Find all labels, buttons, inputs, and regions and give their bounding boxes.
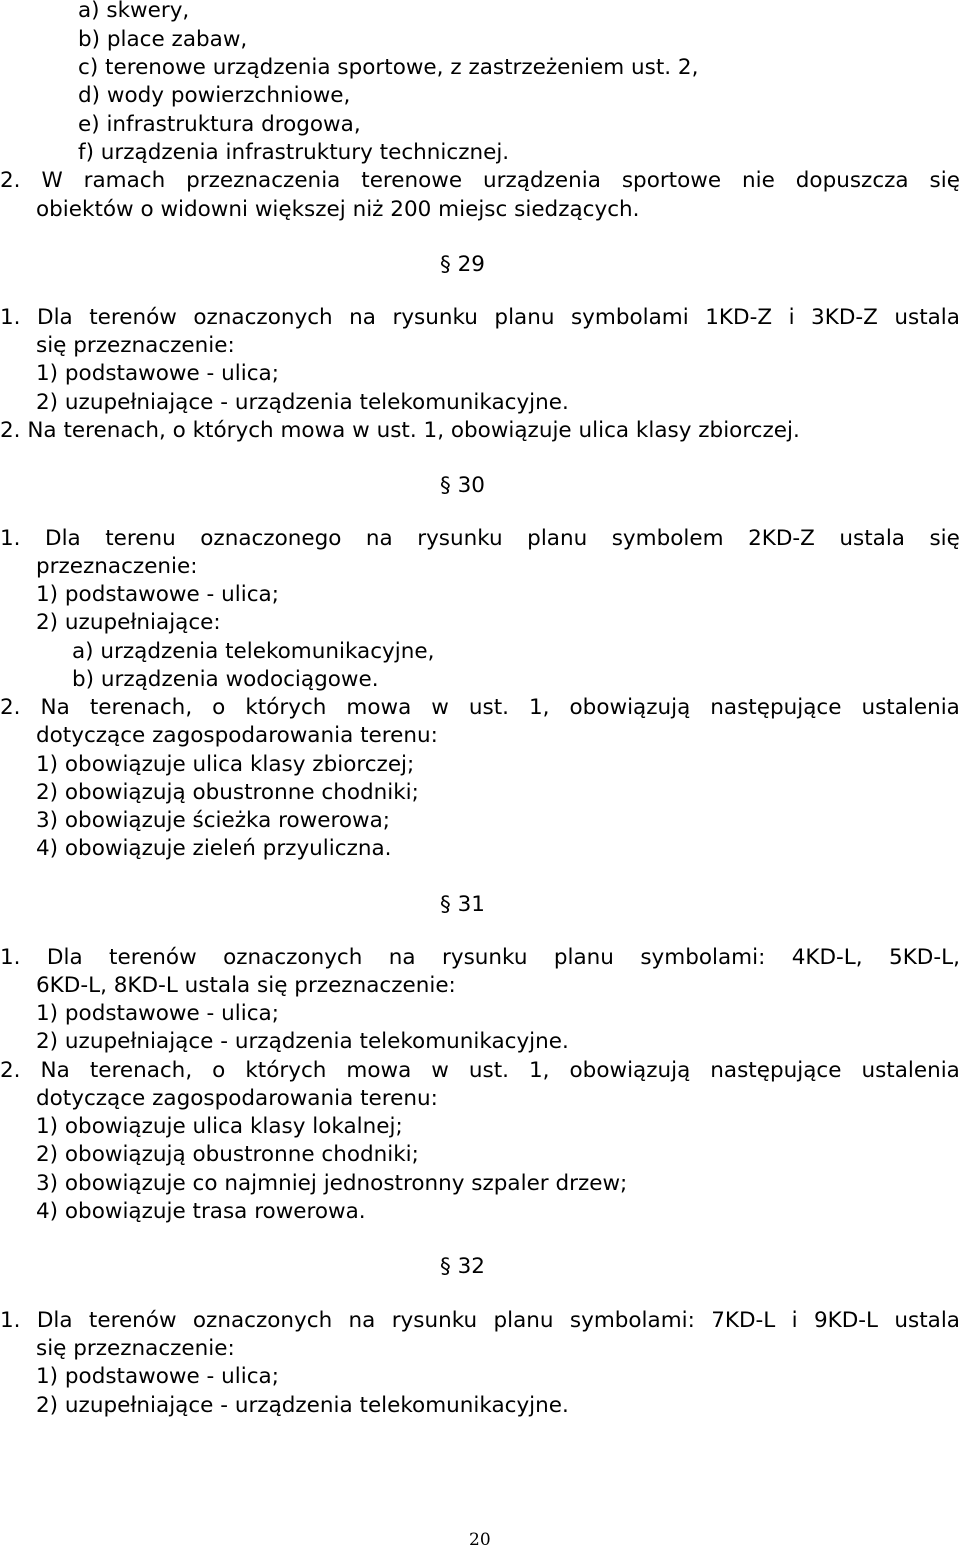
- text-line: d) wody powierzchniowe,: [78, 83, 351, 108]
- text-line: 1. Dla terenu oznaczonego na rysunku planu symbolem 2KD-Z ustala się: [0, 526, 960, 551]
- text-line: 1) podstawowe - ulica;: [36, 361, 279, 386]
- text-line: 2) uzupełniające - urządzenia telekomunikacyjne.: [36, 1393, 569, 1418]
- text-line: 2) uzupełniające - urządzenia telekomunikacyjne.: [36, 390, 569, 415]
- text-line: e) infrastruktura drogowa,: [78, 112, 361, 137]
- text-line: 2. Na terenach, o których mowa w ust. 1, obowiązują następujące ustalenia: [0, 695, 960, 720]
- text-line: 2) obowiązują obustronne chodniki;: [36, 780, 419, 805]
- text-line: się przeznaczenie:: [36, 333, 235, 358]
- section-heading: § 31: [440, 892, 485, 917]
- text-line: się przeznaczenie:: [36, 1336, 235, 1361]
- text-line: 6KD-L, 8KD-L ustala się przeznaczenie:: [36, 973, 456, 998]
- text-line: 1) obowiązuje ulica klasy zbiorczej;: [36, 752, 415, 777]
- text-line: 2. W ramach przeznaczenia terenowe urządzenia sportowe nie dopuszcza się: [0, 168, 960, 193]
- text-line: 1) podstawowe - ulica;: [36, 582, 279, 607]
- section-heading: § 29: [440, 252, 485, 277]
- text-line: 2. Na terenach, o których mowa w ust. 1, obowiązują następujące ustalenia: [0, 1058, 960, 1083]
- text-line: dotyczące zagospodarowania terenu:: [36, 723, 438, 748]
- text-line: 4) obowiązuje zieleń przyuliczna.: [36, 836, 392, 861]
- text-line: przeznaczenie:: [36, 554, 198, 579]
- text-line: 1) obowiązuje ulica klasy lokalnej;: [36, 1114, 403, 1139]
- text-line: f) urządzenia infrastruktury technicznej.: [78, 140, 510, 165]
- text-line: b) urządzenia wodociągowe.: [72, 667, 379, 692]
- text-line: 2. Na terenach, o których mowa w ust. 1, obowiązuje ulica klasy zbiorczej.: [0, 418, 800, 443]
- text-line: 3) obowiązuje ścieżka rowerowa;: [36, 808, 390, 833]
- text-line: 1. Dla terenów oznaczonych na rysunku planu symbolami: 7KD-L i 9KD-L ustala: [0, 1308, 960, 1333]
- text-line: 1. Dla terenów oznaczonych na rysunku planu symbolami: 4KD-L, 5KD-L,: [0, 945, 960, 970]
- page-number: 20: [469, 1530, 491, 1550]
- section-heading: § 30: [440, 473, 485, 498]
- text-line: obiektów o widowni większej niż 200 miejsc siedzących.: [36, 197, 640, 222]
- text-line: 1. Dla terenów oznaczonych na rysunku planu symbolami 1KD-Z i 3KD-Z ustala: [0, 305, 960, 330]
- text-line: b) place zabaw,: [78, 27, 248, 52]
- text-line: a) skwery,: [78, 0, 190, 23]
- text-line: 1) podstawowe - ulica;: [36, 1364, 279, 1389]
- text-line: dotyczące zagospodarowania terenu:: [36, 1086, 438, 1111]
- text-line: a) urządzenia telekomunikacyjne,: [72, 639, 435, 664]
- text-line: 2) uzupełniające - urządzenia telekomunikacyjne.: [36, 1029, 569, 1054]
- text-line: 3) obowiązuje co najmniej jednostronny szpaler drzew;: [36, 1171, 628, 1196]
- section-heading: § 32: [440, 1254, 485, 1279]
- text-line: 1) podstawowe - ulica;: [36, 1001, 279, 1026]
- text-line: 2) uzupełniające:: [36, 610, 221, 635]
- text-line: 4) obowiązuje trasa rowerowa.: [36, 1199, 366, 1224]
- text-line: c) terenowe urządzenia sportowe, z zastrzeżeniem ust. 2,: [78, 55, 699, 80]
- text-line: 2) obowiązują obustronne chodniki;: [36, 1142, 419, 1167]
